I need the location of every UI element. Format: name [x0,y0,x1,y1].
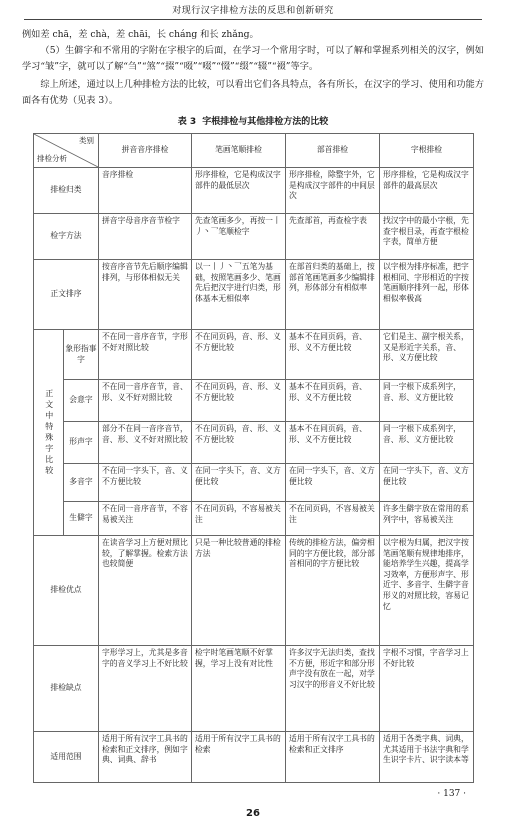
column-header: 拼音音序排检 [99,134,192,168]
table-cell: 找汉字中的最小字根，先查字根目录，再查字根检字表，简单方便 [380,214,474,260]
paragraph-3: 综上所述，通过以上几种排检方法的比较，可以看出它们各具特点，各有所长，在汉字的学习、使用和功能方面各有优势（见表 3）。 [22,79,484,106]
table-cell: 不在同一音序音节，字形不好对照比较 [99,330,192,380]
table-cell: 不在同页码，不容易被关注 [192,502,286,536]
table-cell: 在同一字头下，音、义方便比较 [286,464,380,502]
paragraph-1: 例如差 chā，差 chà，差 chāi，长 cháng 和长 zhǎng。 [22,29,259,40]
table-cell: 它们是主、副字根关系，又是形近字关系，音、形、义方便比较 [380,330,474,380]
table-cell: 在读音学习上方便对照比较，了解掌握。检索方法也较简便 [99,536,192,646]
table-cell: 字根不习惯，字音学习上不好比较 [380,646,474,732]
table-cell: 在同一字头下，音、义方便比较 [192,464,286,502]
table-cell: 在部首归类的基础上，按部首笔画笔画多少编辑排列，形体部分有相似率 [286,260,380,330]
table-number: 表 3 [177,117,197,127]
corner-top-label: 类别 [79,136,94,145]
table-cell: 在同一字头下，音、义方便比较 [380,464,474,502]
table-cell: 基本不在同页码，音、形、义不方便比较 [286,330,380,380]
table-cell: 同一字根下成系列字，音、形、义方便比较 [380,380,474,422]
table-caption [0,114,506,127]
table-cell: 基本不在同页码，音、形、义不方便比较 [286,422,380,464]
folio-number: 26 [246,808,260,819]
column-header: 笔画笔顺排检 [192,134,286,168]
row-header: 检字方法 [34,214,99,260]
sub-row-header: 形声字 [64,422,99,464]
table-cell: 不在同页码，音、形、义不方便比较 [192,380,286,422]
sub-row-header: 象形指事字 [64,330,99,380]
sub-row-header: 生僻字 [64,502,99,536]
table-cell: 部分不在同一音序音节，音、形、义不好对照比较 [99,422,192,464]
table-row [34,536,474,646]
table-row [34,422,474,464]
table-cell: 按音序音节先后顺序编辑排列，与形体相似无关 [99,260,192,330]
table-cell: 不在同页码，音、形、义不方便比较 [192,422,286,464]
table-cell: 基本不在同页码，音、形、义不方便比较 [286,380,380,422]
column-header: 字根排检 [380,134,474,168]
table-cell: 适用于各类字典、词典，尤其适用于书法字典和学生识字卡片、识字读本等 [380,732,474,783]
table-cell: 拼音字母音序音节检字 [99,214,192,260]
table-row [34,260,474,330]
table-row [34,646,474,732]
table-cell: 先查笔画多少，再按一丨丿丶乛笔顺检字 [192,214,286,260]
table-row [34,732,474,783]
group-header: 正文中特殊字比较 [34,330,64,536]
row-header: 排检优点 [34,536,99,646]
table-cell: 只是一种比较普通的排检方法 [192,536,286,646]
table-cell: 字形学习上，尤其是多音字的音义学习上不好比较 [99,646,192,732]
sub-row-header: 多音字 [64,464,99,502]
table-cell: 适用于所有汉字工具书的检索和正文排序 [286,732,380,783]
row-header: 正文排序 [34,260,99,330]
corner-header-cell [34,134,99,168]
table-title: 字根排检与其他排检方法的比较 [202,117,329,127]
table-cell: 许多汉字无法归类，查找不方便，形近字和部分形声字没有放在一起，对学习汉字的形音义不好比较 [286,646,380,732]
table-row [34,502,474,536]
table-cell: 形序排检，它是构成汉字部件的最低层次 [192,168,286,214]
table-cell: 传统的排检方法，偏旁相同的字方便比较，部分部首相同的字方便比较 [286,536,380,646]
table-cell: 不在同一音序音节，不容易被关注 [99,502,192,536]
column-header: 部首排检 [286,134,380,168]
table-cell: 许多生僻字放在常用的系列字中，容易被关注 [380,502,474,536]
table-cell: 不在同页码，音、形、义不方便比较 [192,330,286,380]
page-number: · 137 · [437,789,466,799]
table-cell: 以一丨丿丶乛五笔为基础，按照笔画多少、笔画先后把汉字进行归类，形体基本无相似率 [192,260,286,330]
table-row [34,168,474,214]
table-cell: 不在同页码，不容易被关注 [286,502,380,536]
row-header: 排检缺点 [34,646,99,732]
table-cell: 形序排检，除整字外，它是构成汉字部件的中间层次 [286,168,380,214]
corner-bottom-label: 排检分析 [37,154,67,164]
row-header: 适用范围 [34,732,99,783]
table-row [34,380,474,422]
running-header: 对现行汉字排检方法的反思和创新研究 [24,3,482,20]
table-cell: 同一字根下成系列字，音、形、义方便比较 [380,422,474,464]
table-header-row [34,134,474,168]
table-cell: 不在同一音序音节，音、形、义不好对照比较 [99,380,192,422]
table-cell: 先查部首，再查检字表 [286,214,380,260]
table-row [34,464,474,502]
table-cell: 适用于所有汉字工具书的检索和正文排序，例如字典、词典、辞书 [99,732,192,783]
table-cell: 音序排检 [99,168,192,214]
table-row [34,330,474,380]
table-cell: 形序排检，它是构成汉字部件的最高层次 [380,168,474,214]
table-cell: 不在同一字头下，音、义不方便比较 [99,464,192,502]
row-header: 排检归类 [34,168,99,214]
table-cell: 以字根为排序标准，把字根相同、字形相近的字按笔画顺序排列一起，形体相似率极高 [380,260,474,330]
sub-row-header: 会意字 [64,380,99,422]
comparison-table [33,133,474,783]
table-cell: 适用于所有汉字工具书的检索 [192,732,286,783]
table-cell: 检字时笔画笔顺不好掌握，学习上没有对比性 [192,646,286,732]
paragraph-2: （5）生僻字和不常用的字附在字根字的后面，在学习一个常用字时，可以了解和掌握系列相关的汉字，例如学习“皱”字，就可以了解“刍”“煞”“掇”“啜”“啜”“惙”“缀”“辍”“裰”等字。 [22,45,484,72]
table-cell: 以字根为归属，把汉字按笔画笔顺有规律地排序，能培养学生兴趣，提高学习效率，方便形声字、形近字、多音字、生僻字音形义的对照比较，容易记忆 [380,536,474,646]
table-row [34,214,474,260]
